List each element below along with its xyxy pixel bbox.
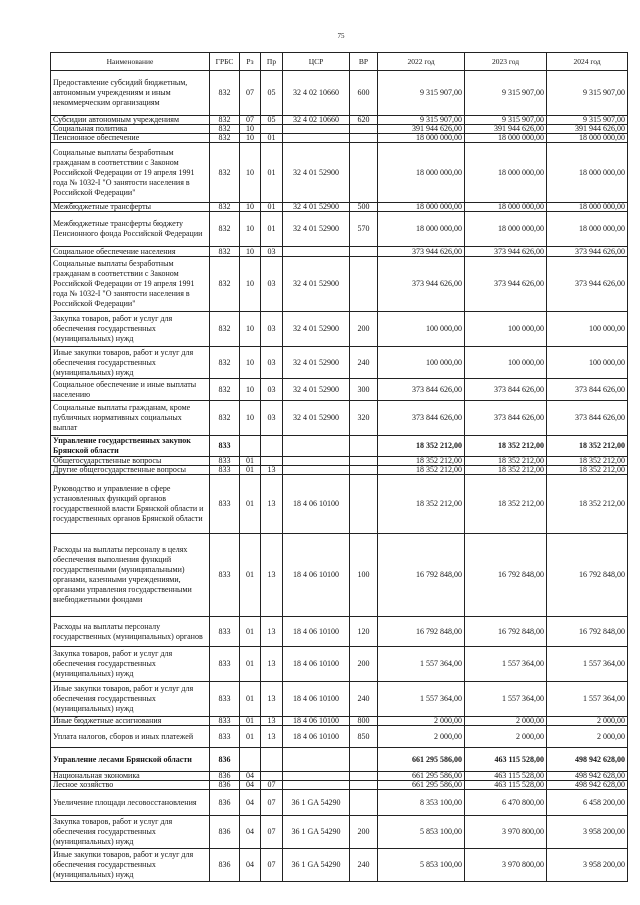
table-cell-vr: 600 [350,71,378,116]
table-cell-vr: 850 [350,726,378,748]
table-row [51,849,628,882]
table-cell-name: Социальные выплаты безработным гражданам в соответствии с Законом Российской Федерации от 19 апреля 1991 года № 1032-I "О занятости населения в Российской Федерации" [51,257,210,312]
table-header-name: Наименование [51,53,210,71]
table-cell-2024: 100 000,00 [547,312,628,347]
table-row [51,257,628,312]
table-cell-rz: 04 [240,781,261,790]
table-cell-2023: 18 352 212,00 [465,436,547,457]
table-cell-pr: 13 [261,717,283,726]
table-cell-grbs: 833 [210,682,240,717]
table-cell-2022: 9 315 907,00 [378,116,465,125]
table-cell-2024: 18 352 212,00 [547,436,628,457]
table-row [51,203,628,212]
table-cell-csr: 18 4 06 10100 [283,647,350,682]
table-cell-name: Социальное обеспечение населения [51,247,210,257]
table-header-2023: 2023 год [465,53,547,71]
table-cell-csr: 18 4 06 10100 [283,682,350,717]
table-cell-name: Общегосударственные вопросы [51,457,210,466]
table-cell-grbs: 832 [210,125,240,134]
table-cell-2022: 373 844 626,00 [378,401,465,436]
table-cell-name: Закупка товаров, работ и услуг для обеспечения государственных (муниципальных) нужд [51,312,210,347]
table-cell-2022: 16 792 848,00 [378,534,465,617]
table-cell-name: Лесное хозяйство [51,781,210,790]
table-cell-rz: 04 [240,790,261,816]
table-cell-grbs: 833 [210,726,240,748]
table-cell-name: Межбюджетные трансферты [51,203,210,212]
table-cell-csr: 32 4 01 52900 [283,143,350,203]
table-cell-vr: 500 [350,203,378,212]
table-cell-2024: 6 458 200,00 [547,790,628,816]
table-cell-csr: 36 1 GA 54290 [283,816,350,849]
table-cell-2024: 18 000 000,00 [547,134,628,143]
table-cell-2022: 8 353 100,00 [378,790,465,816]
table-cell-vr: 200 [350,816,378,849]
table-cell-grbs: 832 [210,247,240,257]
table-cell-rz: 01 [240,726,261,748]
table-cell-rz: 10 [240,347,261,379]
table-cell-2024: 18 352 212,00 [547,466,628,475]
table-cell-pr: 01 [261,212,283,247]
table-cell-pr: 13 [261,534,283,617]
table-cell-csr [283,247,350,257]
table-cell-vr [350,475,378,534]
table-cell-2022: 18 352 212,00 [378,466,465,475]
table-cell-2022: 2 000,00 [378,726,465,748]
table-row [51,617,628,647]
table-cell-2024: 498 942 628,00 [547,772,628,781]
table-cell-2023: 9 315 907,00 [465,116,547,125]
table-cell-2022: 5 853 100,00 [378,849,465,882]
table-cell-pr: 13 [261,466,283,475]
table-cell-2024: 9 315 907,00 [547,71,628,116]
table-cell-2024: 498 942 628,00 [547,748,628,772]
table-cell-2024: 3 958 200,00 [547,849,628,882]
table-cell-name: Уплата налогов, сборов и иных платежей [51,726,210,748]
table-cell-rz: 07 [240,71,261,116]
table-cell-csr: 32 4 01 52900 [283,257,350,312]
table-cell-pr: 03 [261,312,283,347]
table-cell-pr: 07 [261,816,283,849]
table-cell-2023: 373 844 626,00 [465,401,547,436]
table-row [51,748,628,772]
table-cell-grbs: 836 [210,772,240,781]
table-cell-rz: 04 [240,772,261,781]
table-cell-vr [350,790,378,816]
table-cell-2023: 3 970 800,00 [465,816,547,849]
table-row [51,781,628,790]
table-cell-vr [350,125,378,134]
table-cell-2023: 3 970 800,00 [465,849,547,882]
table-cell-rz: 10 [240,401,261,436]
table-cell-vr [350,466,378,475]
table-cell-2024: 1 557 364,00 [547,682,628,717]
table-cell-2023: 18 000 000,00 [465,134,547,143]
table-cell-2024: 373 844 626,00 [547,379,628,401]
table-cell-rz: 10 [240,247,261,257]
table-cell-grbs: 833 [210,617,240,647]
table-cell-grbs: 836 [210,790,240,816]
table-cell-vr: 100 [350,534,378,617]
table-cell-2023: 18 000 000,00 [465,143,547,203]
table-cell-rz: 10 [240,312,261,347]
table-row [51,790,628,816]
table-cell-2023: 6 470 800,00 [465,790,547,816]
table-cell-2022: 661 295 586,00 [378,781,465,790]
table-cell-2024: 373 944 626,00 [547,257,628,312]
table-cell-2023: 9 315 907,00 [465,71,547,116]
table-row [51,717,628,726]
table-cell-vr [350,772,378,781]
table-cell-grbs: 833 [210,475,240,534]
table-row [51,143,628,203]
table-cell-2022: 18 000 000,00 [378,203,465,212]
table-cell-grbs: 833 [210,436,240,457]
table-cell-2022: 373 944 626,00 [378,257,465,312]
table-row [51,71,628,116]
table-row [51,247,628,257]
table-cell-rz: 10 [240,203,261,212]
table-cell-name: Иные закупки товаров, работ и услуг для обеспечения государственных (муниципальных) нужд [51,682,210,717]
budget-table [50,52,628,882]
table-cell-2023: 463 115 528,00 [465,772,547,781]
table-cell-grbs: 832 [210,312,240,347]
table-cell-pr: 01 [261,134,283,143]
table-cell-vr [350,143,378,203]
table-cell-pr: 13 [261,647,283,682]
table-cell-2023: 373 944 626,00 [465,257,547,312]
table-cell-csr: 32 4 01 52900 [283,401,350,436]
page-number: 75 [337,32,345,40]
table-cell-pr: 03 [261,401,283,436]
table-cell-2024: 2 000,00 [547,726,628,748]
table-row [51,726,628,748]
table-cell-grbs: 832 [210,401,240,436]
table-header-csr: ЦСР [283,53,350,71]
table-cell-csr: 32 4 01 52900 [283,312,350,347]
table-cell-2023: 18 352 212,00 [465,466,547,475]
table-cell-2022: 100 000,00 [378,347,465,379]
table-cell-2022: 100 000,00 [378,312,465,347]
table-cell-vr: 800 [350,717,378,726]
table-cell-name: Закупка товаров, работ и услуг для обеспечения государственных (муниципальных) нужд [51,647,210,682]
table-row [51,347,628,379]
table-row [51,466,628,475]
table-cell-name: Управление лесами Брянской области [51,748,210,772]
table-cell-rz: 01 [240,717,261,726]
table-cell-2023: 391 944 626,00 [465,125,547,134]
table-cell-2022: 18 000 000,00 [378,212,465,247]
table-cell-2022: 1 557 364,00 [378,682,465,717]
table-cell-name: Национальная экономика [51,772,210,781]
table-cell-2023: 1 557 364,00 [465,647,547,682]
table-cell-2023: 16 792 848,00 [465,617,547,647]
table-cell-2022: 5 853 100,00 [378,816,465,849]
table-cell-2022: 1 557 364,00 [378,647,465,682]
table-row [51,816,628,849]
table-cell-2024: 16 792 848,00 [547,617,628,647]
table-cell-csr [283,125,350,134]
table-header-2024: 2024 год [547,53,628,71]
table-cell-2024: 9 315 907,00 [547,116,628,125]
table-cell-csr: 18 4 06 10100 [283,617,350,647]
table-cell-2022: 2 000,00 [378,717,465,726]
table-header-vr: ВР [350,53,378,71]
table-cell-name: Субсидии автономным учреждениям [51,116,210,125]
table-header-pr: Пр [261,53,283,71]
table-cell-rz: 01 [240,457,261,466]
table-row [51,401,628,436]
table-cell-2024: 498 942 628,00 [547,781,628,790]
table-header-2022: 2022 год [378,53,465,71]
table-cell-name: Расходы на выплаты персоналу в целях обеспечения выполнения функций государственными (муниципальными) органами, казенными учреждениями, органами управления государственными внебюджетными фондами [51,534,210,617]
table-cell-grbs: 832 [210,212,240,247]
table-cell-pr [261,436,283,457]
table-cell-pr: 07 [261,849,283,882]
table-cell-grbs: 836 [210,748,240,772]
table-cell-grbs: 832 [210,134,240,143]
table-cell-2023: 1 557 364,00 [465,682,547,717]
table-cell-vr: 320 [350,401,378,436]
table-cell-2024: 18 000 000,00 [547,212,628,247]
table-cell-2024: 18 352 212,00 [547,457,628,466]
table-cell-2022: 9 315 907,00 [378,71,465,116]
table-cell-name: Социальная политика [51,125,210,134]
table-cell-pr: 07 [261,781,283,790]
table-cell-vr [350,257,378,312]
table-cell-rz: 01 [240,617,261,647]
table-row [51,212,628,247]
table-cell-2022: 18 000 000,00 [378,143,465,203]
table-cell-csr: 18 4 06 10100 [283,475,350,534]
table-cell-vr: 620 [350,116,378,125]
table-cell-vr [350,247,378,257]
table-cell-grbs: 836 [210,816,240,849]
table-cell-csr [283,748,350,772]
table-cell-rz: 01 [240,466,261,475]
table-cell-pr [261,748,283,772]
table-cell-grbs: 832 [210,257,240,312]
table-cell-grbs: 832 [210,116,240,125]
table-cell-rz: 07 [240,116,261,125]
table-cell-grbs: 832 [210,379,240,401]
table-cell-2023: 373 844 626,00 [465,379,547,401]
table-cell-pr: 07 [261,790,283,816]
table-cell-csr: 18 4 06 10100 [283,717,350,726]
table-cell-grbs: 832 [210,143,240,203]
table-header-rz: Рз [240,53,261,71]
table-cell-2023: 100 000,00 [465,312,547,347]
table-cell-2024: 373 944 626,00 [547,247,628,257]
table-cell-2023: 2 000,00 [465,726,547,748]
table-cell-2024: 18 000 000,00 [547,203,628,212]
table-cell-grbs: 836 [210,849,240,882]
table-cell-pr: 03 [261,247,283,257]
table-cell-csr: 32 4 01 52900 [283,203,350,212]
table-cell-grbs: 833 [210,457,240,466]
table-cell-grbs: 836 [210,781,240,790]
table-cell-csr: 32 4 02 10660 [283,116,350,125]
table-cell-csr: 36 1 GA 54290 [283,849,350,882]
table-cell-pr: 03 [261,379,283,401]
table-cell-grbs: 832 [210,71,240,116]
table-cell-csr [283,772,350,781]
table-cell-2023: 18 000 000,00 [465,203,547,212]
table-cell-2022: 373 844 626,00 [378,379,465,401]
table-cell-rz: 01 [240,534,261,617]
table-cell-name: Управление государственных закупок Брянской области [51,436,210,457]
table-cell-vr [350,134,378,143]
table-cell-2024: 3 958 200,00 [547,816,628,849]
table-cell-2023: 18 352 212,00 [465,475,547,534]
table-cell-vr: 200 [350,312,378,347]
table-cell-csr [283,436,350,457]
table-cell-2022: 18 000 000,00 [378,134,465,143]
table-cell-2024: 18 000 000,00 [547,143,628,203]
table-row [51,682,628,717]
table-cell-vr: 240 [350,347,378,379]
table-cell-2024: 391 944 626,00 [547,125,628,134]
table-cell-vr: 300 [350,379,378,401]
table-cell-pr: 05 [261,116,283,125]
table-cell-2022: 18 352 212,00 [378,475,465,534]
table-cell-grbs: 832 [210,347,240,379]
table-cell-2023: 100 000,00 [465,347,547,379]
table-cell-csr: 18 4 06 10100 [283,534,350,617]
table-cell-2022: 661 295 586,00 [378,772,465,781]
table-cell-2022: 391 944 626,00 [378,125,465,134]
table-cell-name: Социальные выплаты гражданам, кроме публичных нормативных социальных выплат [51,401,210,436]
table-cell-2023: 16 792 848,00 [465,534,547,617]
table-cell-2023: 463 115 528,00 [465,748,547,772]
table-cell-name: Пенсионное обеспечение [51,134,210,143]
table-cell-rz: 04 [240,816,261,849]
table-row [51,134,628,143]
table-cell-grbs: 832 [210,203,240,212]
table-cell-name: Расходы на выплаты персоналу государственных (муниципальных) органов [51,617,210,647]
table-cell-name: Социальные выплаты безработным гражданам в соответствии с Законом Российской Федерации от 19 апреля 1991 года № 1032-I "О занятости населения в Российской Федерации" [51,143,210,203]
table-header-grbs: ГРБС [210,53,240,71]
table-cell-2024: 1 557 364,00 [547,647,628,682]
table-row [51,379,628,401]
table-cell-grbs: 833 [210,647,240,682]
table-cell-vr [350,457,378,466]
table-cell-2022: 18 352 212,00 [378,436,465,457]
table-cell-pr: 03 [261,347,283,379]
table-cell-2024: 373 844 626,00 [547,401,628,436]
table-row [51,647,628,682]
table-cell-name: Иные закупки товаров, работ и услуг для обеспечения государственных (муниципальных) нужд [51,849,210,882]
table-cell-csr: 32 4 02 10660 [283,71,350,116]
table-cell-name: Межбюджетные трансферты бюджету Пенсионного фонда Российской Федерации [51,212,210,247]
table-cell-rz: 01 [240,475,261,534]
table-cell-rz [240,436,261,457]
table-cell-2023: 18 352 212,00 [465,457,547,466]
table-row [51,475,628,534]
table-cell-2023: 18 000 000,00 [465,212,547,247]
table-cell-vr: 240 [350,849,378,882]
table-cell-vr: 200 [350,647,378,682]
table-cell-vr: 570 [350,212,378,247]
table-cell-rz: 10 [240,257,261,312]
table-cell-name: Иные закупки товаров, работ и услуг для обеспечения государственных (муниципальных) нужд [51,347,210,379]
table-cell-vr [350,748,378,772]
table-cell-name: Закупка товаров, работ и услуг для обеспечения государственных (муниципальных) нужд [51,816,210,849]
table-cell-rz: 10 [240,134,261,143]
table-cell-2022: 661 295 586,00 [378,748,465,772]
table-cell-pr: 13 [261,617,283,647]
table-cell-vr [350,436,378,457]
table-cell-rz: 10 [240,212,261,247]
table-cell-2023: 373 944 626,00 [465,247,547,257]
table-cell-2024: 2 000,00 [547,717,628,726]
table-cell-2023: 463 115 528,00 [465,781,547,790]
table-row [51,436,628,457]
table-cell-rz [240,748,261,772]
table-cell-csr: 32 4 01 52900 [283,347,350,379]
table-cell-name: Иные бюджетные ассигнования [51,717,210,726]
table-cell-vr [350,781,378,790]
table-cell-pr: 01 [261,203,283,212]
table-cell-grbs: 833 [210,717,240,726]
table-cell-rz: 04 [240,849,261,882]
table-cell-csr [283,466,350,475]
table-cell-rz: 01 [240,647,261,682]
table-cell-name: Социальное обеспечение и иные выплаты населению [51,379,210,401]
table-cell-csr: 18 4 06 10100 [283,726,350,748]
table-cell-pr: 03 [261,257,283,312]
table-cell-grbs: 833 [210,466,240,475]
table-cell-2024: 16 792 848,00 [547,534,628,617]
table-cell-2024: 18 352 212,00 [547,475,628,534]
table-cell-name: Увеличение площади лесовосстановления [51,790,210,816]
table-row [51,312,628,347]
table-header-row [51,53,628,71]
table-cell-pr: 13 [261,475,283,534]
table-cell-rz: 10 [240,143,261,203]
table-cell-name: Предоставление субсидий бюджетным, автономным учреждениям и иным некоммерческим организациям [51,71,210,116]
table-cell-pr: 05 [261,71,283,116]
table-cell-csr [283,134,350,143]
table-row [51,534,628,617]
table-cell-name: Другие общегосударственные вопросы [51,466,210,475]
table-cell-vr: 120 [350,617,378,647]
table-cell-name: Руководство и управление в сфере установленных функций органов государственной власти Брянской области и государственных органов Брянской области [51,475,210,534]
table-cell-rz: 10 [240,125,261,134]
table-cell-2022: 18 352 212,00 [378,457,465,466]
table-cell-pr: 13 [261,726,283,748]
table-cell-2022: 373 944 626,00 [378,247,465,257]
table-cell-csr: 32 4 01 52900 [283,379,350,401]
table-cell-csr: 36 1 GA 54290 [283,790,350,816]
table-cell-2023: 2 000,00 [465,717,547,726]
table-cell-csr: 32 4 01 52900 [283,212,350,247]
table-cell-csr [283,781,350,790]
table-cell-2022: 16 792 848,00 [378,617,465,647]
table-cell-vr: 240 [350,682,378,717]
table-cell-pr: 01 [261,143,283,203]
table-cell-grbs: 833 [210,534,240,617]
table-cell-2024: 100 000,00 [547,347,628,379]
table-cell-rz: 01 [240,682,261,717]
table-cell-csr [283,457,350,466]
table-cell-rz: 10 [240,379,261,401]
table-cell-pr: 13 [261,682,283,717]
